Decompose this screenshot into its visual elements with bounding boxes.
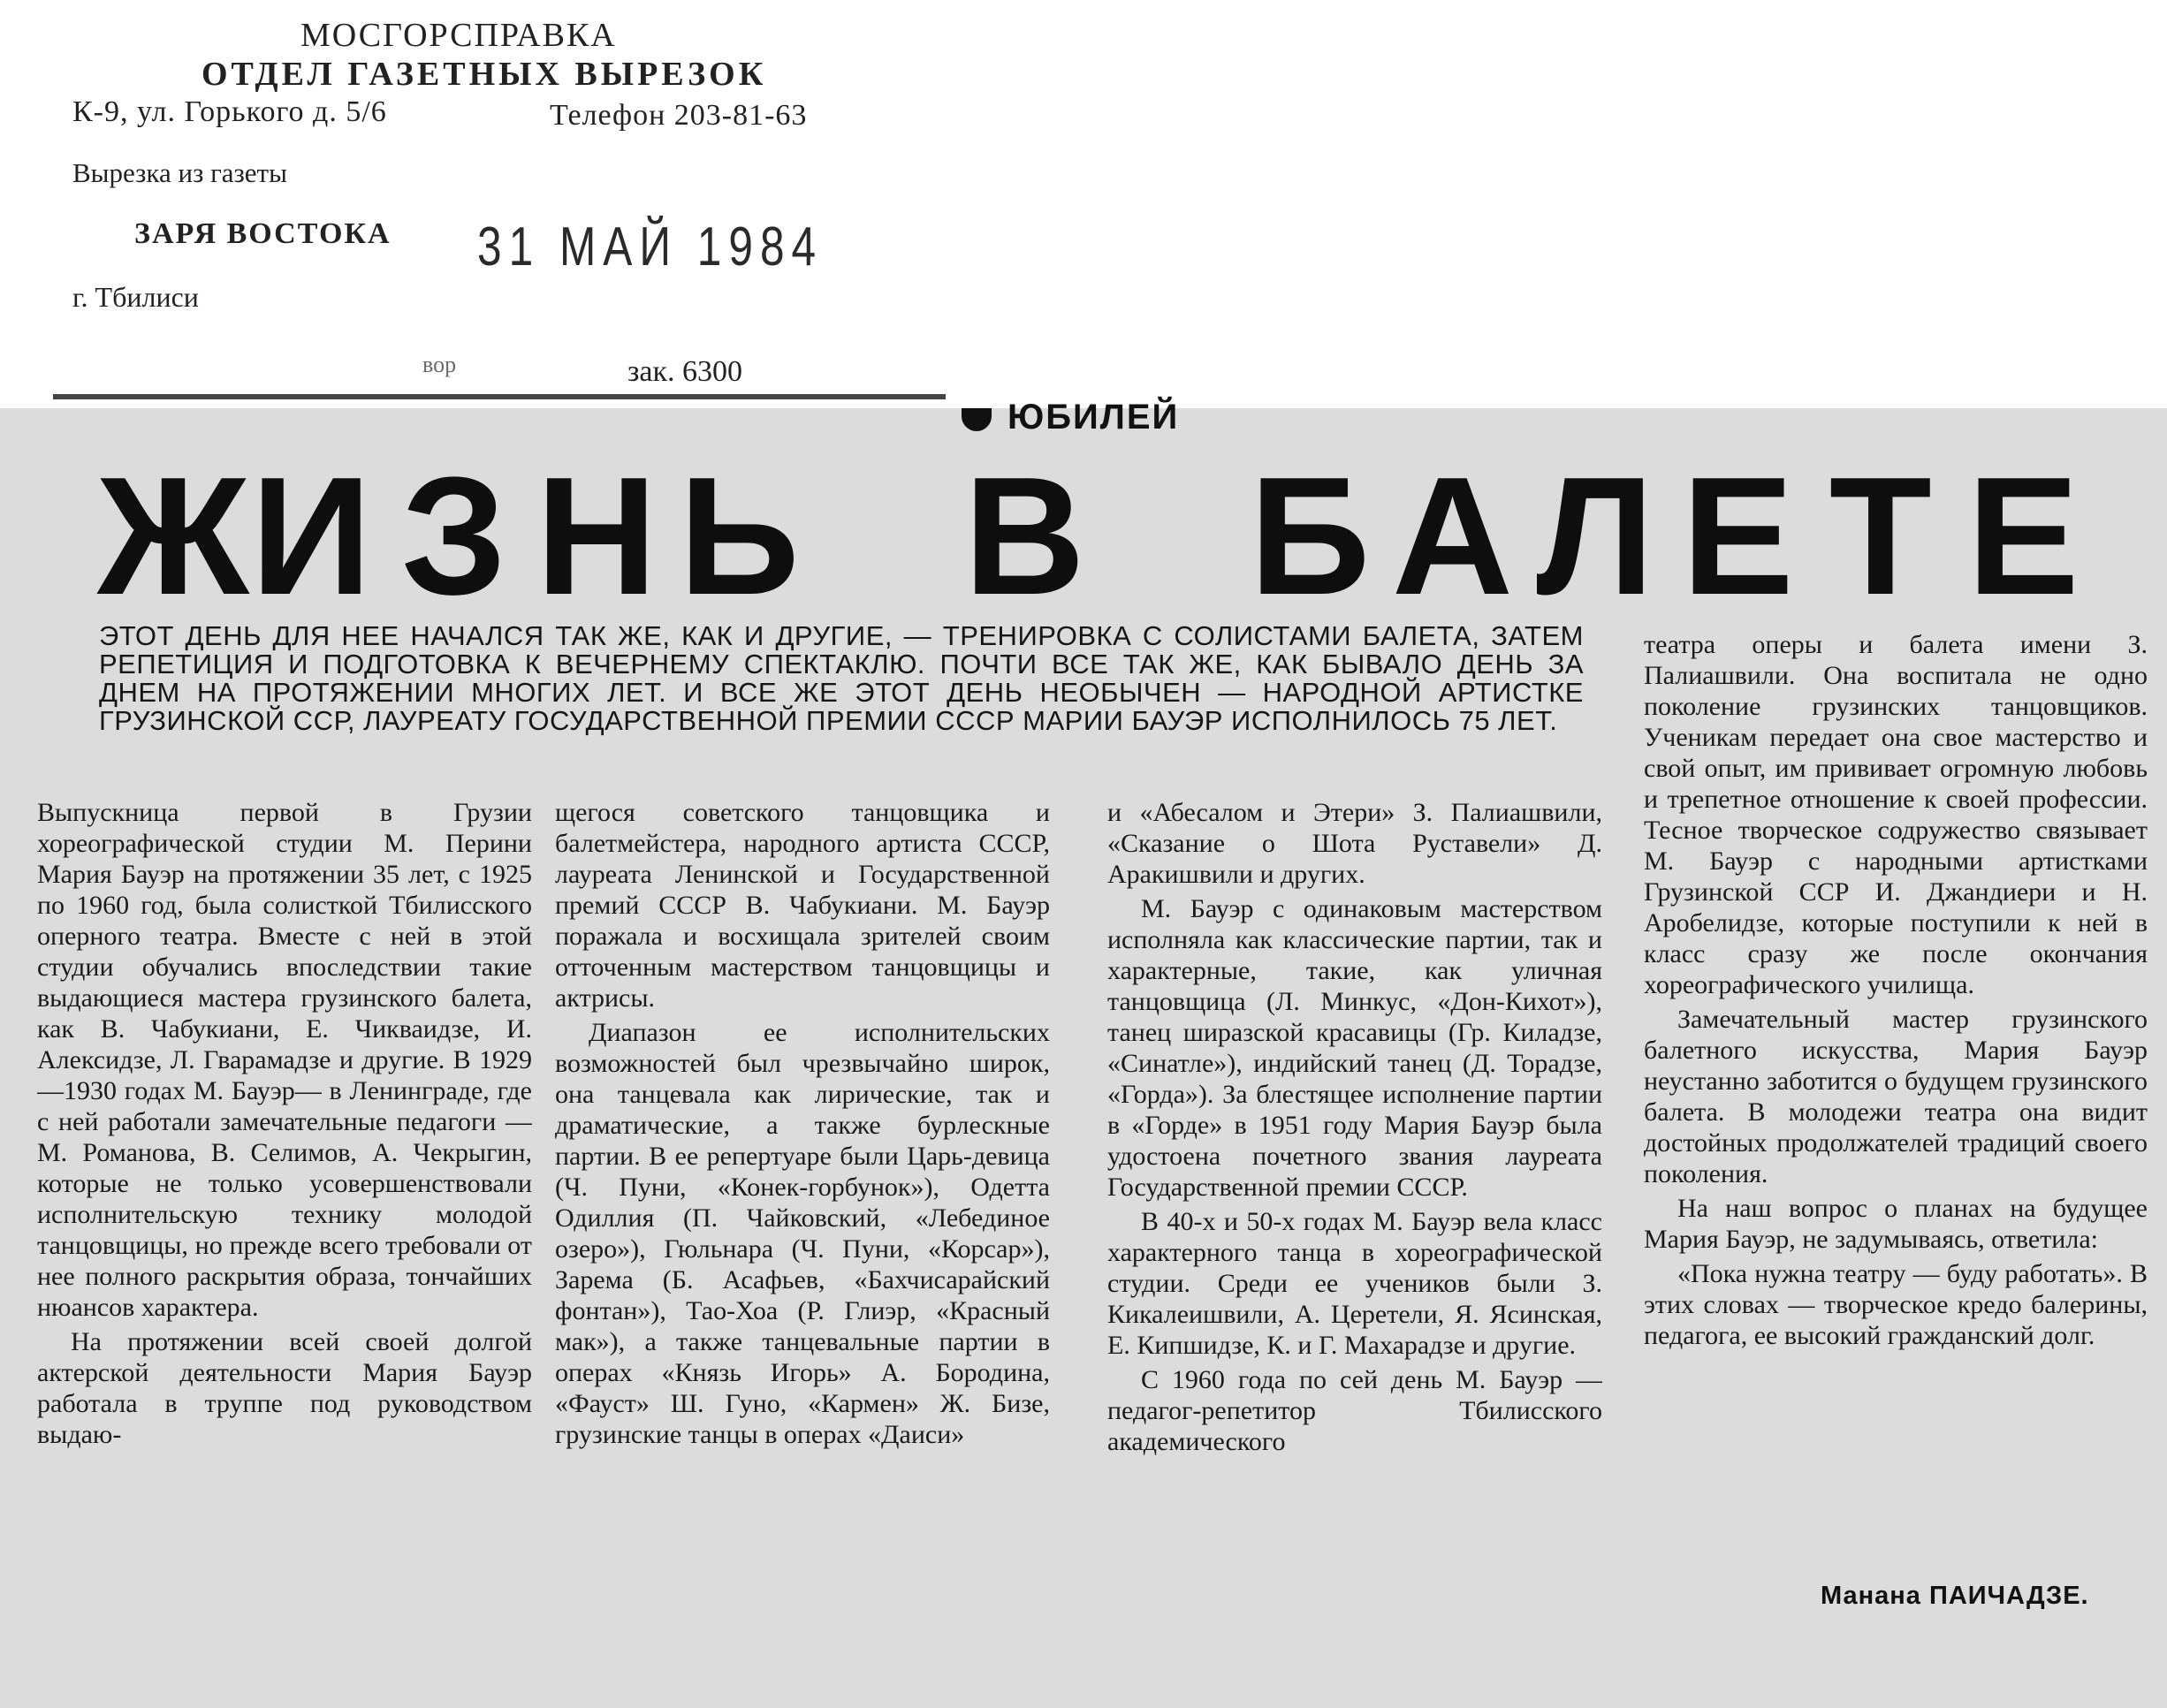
headline-letter: А [1391,443,1514,630]
rubric-label: ЮБИЛЕЙ [1007,398,1180,436]
paragraph: щегося советского танцовщика и балетмейстера, народного артиста СССР, лауреата Ленинской и Государственной премий СССР В. Чабукиани. М. Бауэр поражала и восхищала зрителей своим отточенным мастерством танцовщицы и актрисы. [555,798,1050,1013]
agency-name: МОСГОРСПРАВКА [300,17,617,54]
article-column-1 [37,797,532,1707]
headline-letter: Б [1249,443,1371,630]
paragraph: и «Абесалом и Этери» З. Палиашвили, «Сказание о Шота Руставели» Д. Аракишвили и других. [1107,798,1602,889]
headline-letter: Н [536,443,658,630]
clipping-bureau-label [0,0,946,402]
headline-letter: З [401,443,507,630]
article-column-4 [1644,629,2148,1592]
headline-letter: Е [1966,443,2080,630]
paragraph: Замечательный мастер грузинского балетного искусства, Мария Бауэр неустанно заботится о будущем грузинского балета. В молодежи театра она видит достойных продолжателей традиций своего поколения. [1644,1005,2148,1188]
paragraph: «Пока нужна театру — буду работать». В этих словах — творческое кредо балерины, педагога, ее высокий гражданский долг. [1644,1259,2148,1350]
newspaper-clipping [0,398,2167,1708]
lead-paragraph: ЭТОТ ДЕНЬ ДЛЯ НЕЕ НАЧАЛСЯ ТАК ЖЕ, КАК И ДРУГИЕ, — ТРЕНИРОВКА С СОЛИСТАМИ БАЛЕТА, ЗАТЕМ РЕПЕТИЦИЯ И ПОДГОТОВКА К ВЕЧЕРНЕМУ СПЕКТАКЛЮ. ПОЧТИ ВСЕ ТАК ЖЕ, КАК БЫВАЛО ДЕНЬ ЗА ДНЕМ НА ПРОТЯЖЕНИИ МНОГИХ ЛЕТ. И ВСЕ ЖЕ ЭТОТ ДЕНЬ НЕОБЫЧЕН — НАРОДНОЙ АРТИСТКЕ ГРУЗИНСКОЙ ССР, ЛАУРЕАТУ ГОСУДАРСТВЕННОЙ ПРЕМИИ СССР МАРИИ БАУЭР ИСПОЛНИЛОСЬ 75 ЛЕТ. [99,620,1584,736]
label-divider [53,394,946,399]
bureau-address: К-9, ул. Горького д. 5/6 [72,95,387,128]
article-column-2 [555,797,1050,1707]
headline-letter: Т [1829,443,1932,630]
paragraph: Диапазон ее исполнительских возможностей был чрезвычайно широк, она танцевала как лирические, так и драматические, а также бурлескные партии. В ее репертуаре были Царь-девица (Ч. Пуни, «Конек-горбунок»), Одетта Одиллия (П. Чайковский, «Лебединое озеро»), Гюльнара (Ч. Пуни, «Корсар»), Зарема (Б. Асафьев, «Бахчисарайский фонтан»), Тао-Хоа (Р. Глиэр, «Красный мак»), а также танцевальные партии в операх «Князь Игорь» А. Бородина, «Фауст» Ш. Гуно, «Кармен» Ж. Бизе, грузинские танцы в операх «Даиси» [555,1018,1050,1449]
headline-letter: Ж [97,443,249,630]
clipping-from-label: Вырезка из газеты [72,157,287,188]
faded-text: вор [422,352,457,377]
paragraph: На протяжении всей своей долгой актерской деятельности Мария Бауэр работала в труппе под руководством выдаю- [37,1327,532,1449]
paragraph: На наш вопрос о планах на будущее Мария Бауэр, не задумываясь, ответила: [1644,1194,2148,1254]
order-number: зак. 6300 [627,355,743,388]
paragraph: М. Бауэр с одинаковым мастерством исполняла как классические партии, так и характерные, такие, как уличная танцовщица (Л. Минкус, «Дон-Кихот»), танец ширазской красавицы (Гр. Киладзе, «Синатле»), индийский танец (Д. Торадзе, «Горда»). За блестящее исполнение партии в «Горде» в 1951 году Мария Бауэр была удостоена почетного звания лауреата Государственной премии СССР. [1107,894,1602,1202]
newspaper-city: г. Тбилиси [72,281,199,313]
headline-letter: И [250,443,372,630]
paragraph: Выпускница первой в Грузии хореографической студии М. Перини Мария Бауэр на протяжении 35 лет, с 1925 по 1960 год, была солисткой Тбилисского оперного театра. Вместе с ней в этой студии обучались впоследствии такие выдающиеся мастера грузинского балета, как В. Чабукиани, Е. Чикваидзе, И. Алексидзе, Л. Гварамадзе и другие. В 1929—1930 годах М. Бауэр— в Ленинграде, где с ней работали замечательные педагоги — М. Романова, В. Селимов, А. Чекрыгин, которые не только усовершенствовали исполнительскую технику молодой танцовщицы, но прежде всего требовали от нее полного раскрытия образа, тончайших нюансов характера. [37,798,532,1322]
headline-letter: В [963,443,1085,630]
newspaper-name: ЗАРЯ ВОСТОКА [134,217,392,250]
headline [97,443,2095,630]
paragraph: театра оперы и балета имени З. Палиашвили. Она воспитала не одно поколение грузинских танцовщиков. Ученикам передает она свое мастерство и свой опыт, им прививает огромную любовь и трепетное отношение к своей профессии. Тесное творческое содружество связывает М. Бауэр с народными артистками Грузинской ССР И. Джандиери и Н. Аробелидзе, которые поступили к ней в класс сразу же после окончания хореографического училища. [1644,630,2148,999]
headline-letter: Л [1536,443,1654,630]
bureau-phone: Телефон 203-81-63 [550,99,808,132]
headline-letter: Ь [679,443,800,630]
paragraph: В 40-х и 50-х годах М. Бауэр вела класс характерного танца в хореографической студии. Среди ее учеников были З. Кикалеишвили, А. Церетели, Я. Ясинская, Е. Кипшидзе, К. и Г. Махарадзе и другие. [1107,1207,1602,1360]
date-stamp: 31 МАЙ 1984 [477,216,824,277]
article-column-3 [1107,797,1602,1707]
author-byline: Манана ПАИЧАДЗЕ. [1821,1582,2089,1610]
paragraph: С 1960 года по сей день М. Бауэр — педагог-репетитор Тбилисского академического [1107,1365,1602,1456]
headline-letter: Е [1681,443,1794,630]
rubric-bullet-icon [962,408,992,431]
department-name: ОТДЕЛ ГАЗЕТНЫХ ВЫРЕЗОК [201,56,767,93]
